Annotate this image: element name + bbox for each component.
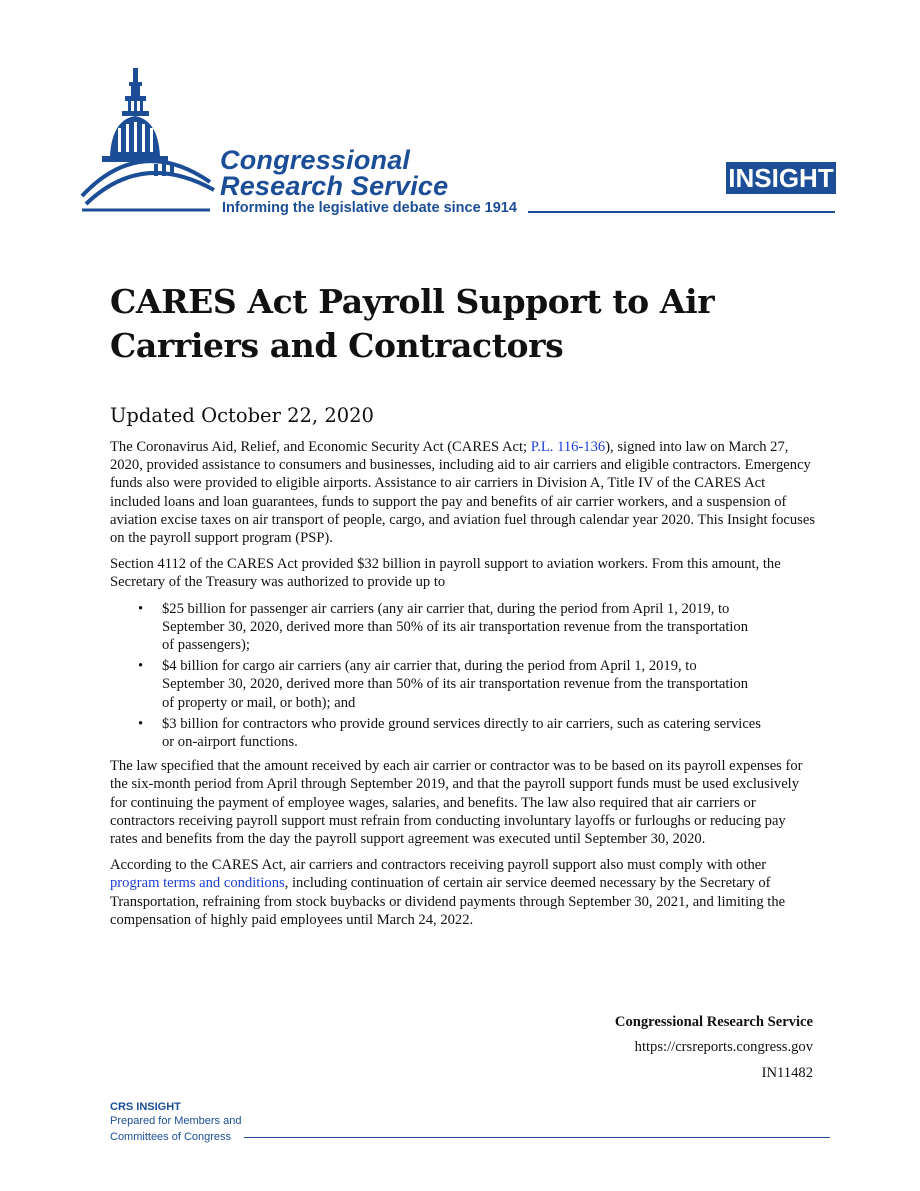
bullet-icon: • — [138, 600, 144, 617]
page-title: CARES Act Payroll Support to Air Carriers and Contractors — [110, 282, 715, 365]
funding-list — [110, 600, 815, 752]
signature-org: Congressional Research Service — [614, 1014, 813, 1030]
signature-url[interactable]: https://crsreports.congress.gov — [634, 1039, 813, 1055]
org-name-line2: Research Service — [220, 171, 449, 201]
updated-date: Updated October 22, 2020 — [110, 404, 374, 427]
list-item: • $3 billion for contractors who provide ground services directly to air carriers, such as catering services or on-airport functions. — [138, 715, 761, 751]
capitol-dome-logo — [80, 64, 220, 214]
paragraph-1: The Coronavirus Aid, Relief, and Economic Security Act (CARES Act; P.L. 116-136), signed into law on March 27, 2020, provided assistance to consumers and businesses, including aid to air carriers and eligible contractors. Emergency funds also were provided to eligible airports. Assistance to air carriers in Division A, Title IV of the CARES Act included loans and loan guarantees, funds to support the pay and benefits of air carrier workers, and a suspension of aviation excise taxes on air transport of people, cargo, and aviation fuel through calendar year 2020. This Insight focuses on the payroll support program (PSP). — [110, 439, 816, 547]
bullet-icon: • — [138, 658, 144, 675]
list-item: • $25 billion for passenger air carriers (any air carrier that, during the period from April 1, 2019, to September 30, 2020, derived more than 50% of its air transportation revenue from the transportation of passengers); — [138, 600, 749, 654]
paragraph-3: The law specified that the amount received by each air carrier or contractor was to be based on its payroll expenses for the six-month period from April through September 2019, and that the payroll support funds must be used exclusively for continuing the payment of employee wages, salaries, and benefits. The law also required that air carriers or contractors receiving payroll support must refrain from conducting involuntary layoffs or furloughs or reducing pay rates and benefits from the day the payroll support agreement was executed until September 30, 2020. — [110, 758, 803, 848]
tagline: Informing the legislative debate since 1914 — [222, 200, 517, 216]
report-id: IN11482 — [761, 1065, 813, 1081]
header-rule — [528, 211, 835, 213]
list-item: • $4 billion for cargo air carriers (any air carrier that, during the period from April 1, 2019, to September 30, 2020, derived more than 50% of its air transportation revenue from the transportation of property or mail, or both); and — [138, 658, 749, 711]
program-terms-link[interactable]: program terms and conditions — [110, 875, 285, 892]
footer-line-1: Prepared for Members and — [110, 1115, 242, 1127]
insight-badge: INSIGHT — [726, 162, 836, 194]
paragraph-4: According to the CARES Act, air carriers and contractors receiving payroll support also must comply with other program terms and conditions, including continuation of certain air service deemed necessary by the Secretary of Transportation, refraining from stock buybacks or dividend payments through September 30, 2021, and limiting the compensation of highly paid employees until March 24, 2022. — [110, 857, 786, 928]
org-name-line1: Congressional — [220, 145, 411, 175]
paragraph-2: Section 4112 of the CARES Act provided $32 billion in payroll support to aviation workers. From this amount, the Secretary of the Treasury was authorized to provide up to — [110, 556, 781, 591]
document-body — [110, 438, 815, 937]
footer-line-2: Committees of Congress — [110, 1131, 232, 1143]
footer-title: CRS INSIGHT — [110, 1101, 181, 1113]
footer-rule — [244, 1137, 830, 1138]
public-law-link[interactable]: P.L. 116-136 — [530, 439, 606, 455]
bullet-icon: • — [138, 715, 144, 732]
